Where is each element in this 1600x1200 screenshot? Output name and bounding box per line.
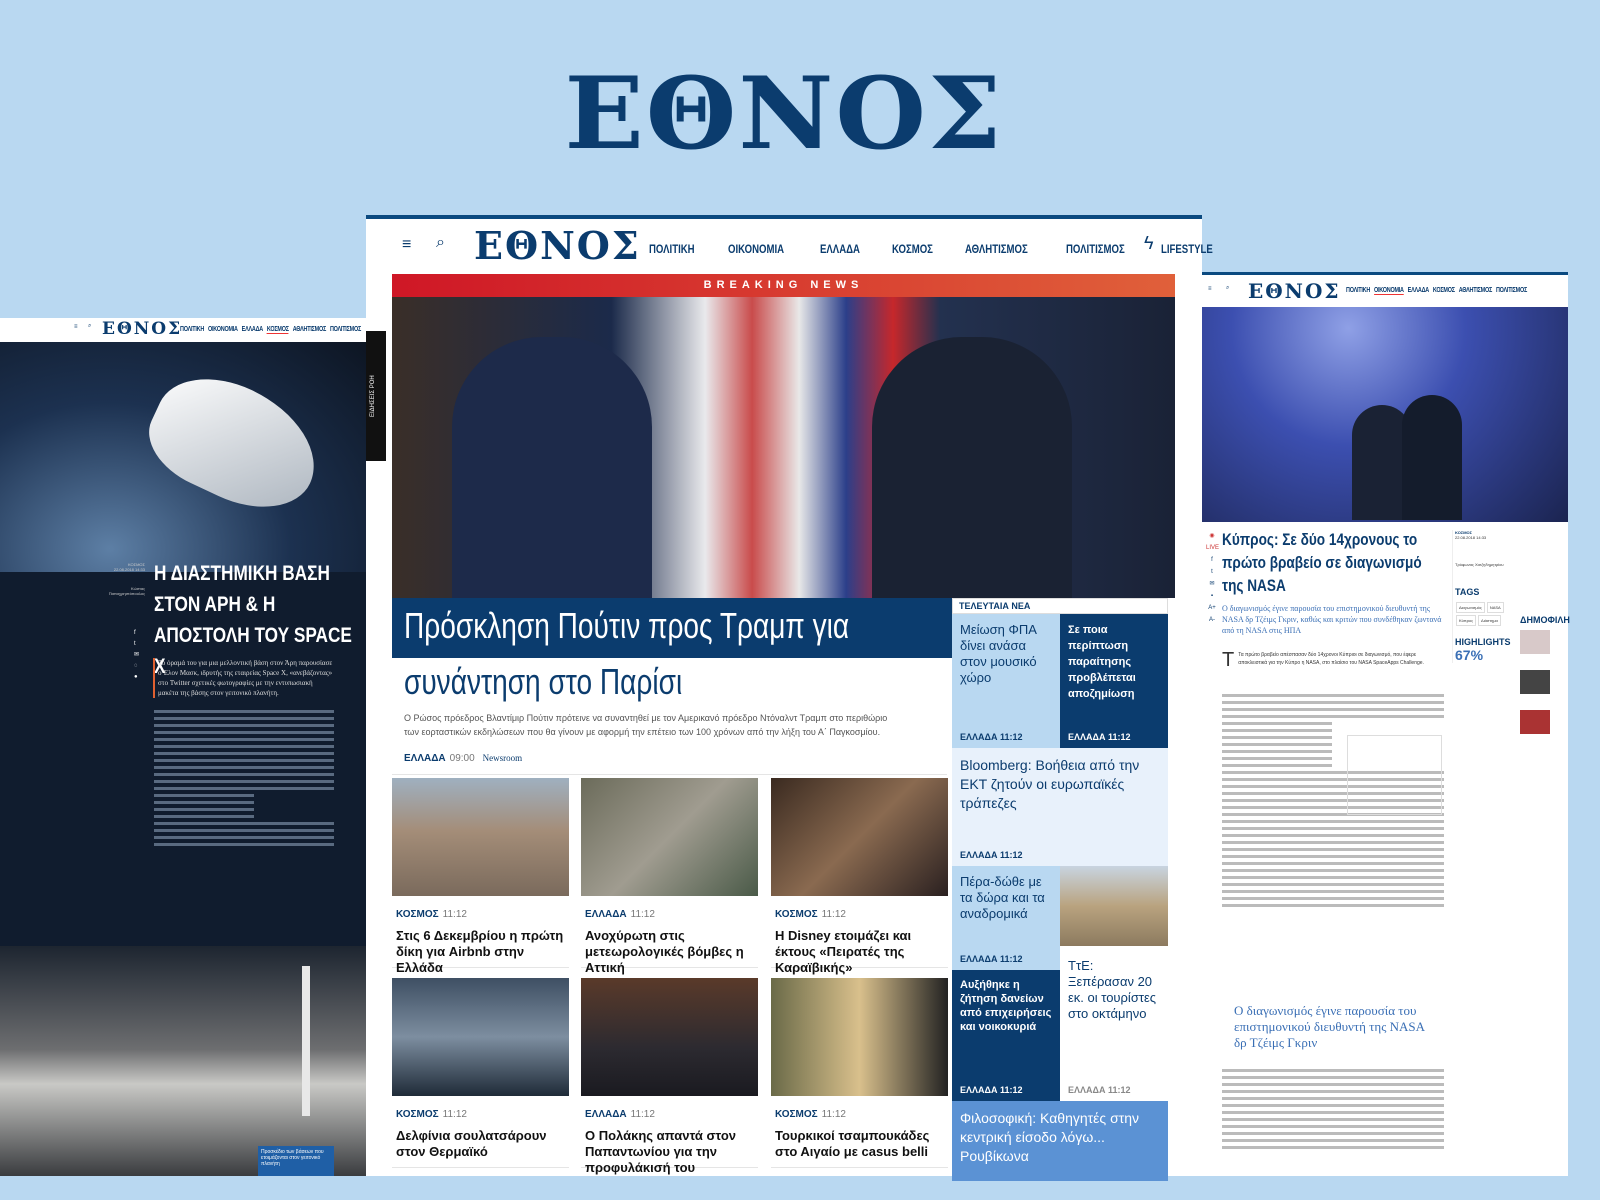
latest-item-category: ΕΛΛΑΔΑ (960, 954, 998, 964)
mail-icon[interactable]: ✉ (1209, 581, 1215, 587)
search-icon[interactable]: ⌕ (436, 234, 445, 251)
right-nav (1346, 287, 1527, 294)
twitter-icon[interactable]: t (1211, 569, 1213, 575)
right-nav-item[interactable]: ΠΟΛΙΤΙΚΗ (1346, 287, 1371, 294)
popular-label: ΔΗΜΟΦΙΛΗ (1520, 615, 1570, 625)
article-card[interactable] (771, 778, 948, 975)
article-title[interactable]: Τουρκικοί τσαμπουκάδες στο Αιγαίο με casus belli (775, 1128, 930, 1159)
latest-item-title: Φιλοσοφική: Καθηγητές στην κεντρική είσοδο λόγω... Ρουβίκωνα (960, 1110, 1140, 1164)
latest-item-category: ΕΛΛΑΔΑ (960, 732, 998, 742)
article-title[interactable]: Η Disney ετοιμάζει και έκτους «Πειρατές της Καραϊβικής» (775, 928, 912, 975)
article-photo[interactable] (581, 778, 758, 896)
tags-label: TAGS (1455, 587, 1480, 597)
right-nav-item[interactable]: ΑΘΛΗΤΙΣΜΟΣ (1458, 287, 1493, 294)
right-author: Τρύφωνας Χατζηδημητρίου (1455, 562, 1504, 567)
article-category[interactable]: ΚΟΣΜΟΣ (396, 1109, 439, 1120)
rocket-launch-photo (0, 946, 366, 1176)
left-author: Κώστας Παπαχρηστόπουλος (108, 586, 145, 596)
facebook-icon[interactable]: f (134, 630, 136, 636)
latest-item-category: ΕΛΛΑΔΑ (1068, 732, 1106, 742)
article-category[interactable]: ΚΟΣΜΟΣ (775, 1109, 818, 1120)
article-time: 11:12 (821, 909, 846, 920)
left-article-preview (0, 318, 366, 1176)
latest-item[interactable] (952, 1101, 1168, 1181)
nav-athlitismos[interactable]: ΑΘΛΗΤΙΣΜΟΣ (965, 242, 1029, 256)
menu-icon[interactable]: ≡ (74, 324, 78, 330)
nav-ellada[interactable]: ΕΛΛΑΔΑ (820, 242, 861, 256)
article-photo[interactable] (771, 978, 948, 1096)
nav-lifestyle[interactable]: LIFESTYLE (1161, 242, 1213, 256)
article-time: 11:12 (821, 1109, 846, 1120)
latest-news-header: ΤΕΛΕΥΤΑΙΑ ΝΕΑ (952, 598, 1168, 614)
main-nav (649, 240, 1213, 258)
latest-item-title: Μείωση ΦΠΑ δίνει ανάσα στον μουσικό χώρο (960, 622, 1037, 685)
left-date: 22.08.2018 14:33 (113, 567, 145, 572)
lightning-icon[interactable]: ϟ (1144, 233, 1154, 253)
article-title[interactable]: Δελφίνια σουλατσάρουν στον Θερμαϊκό (396, 1128, 547, 1159)
article-time: 11:12 (442, 909, 467, 920)
left-body-text (154, 706, 334, 850)
left-lead: Το όραμά του για μια μελλοντική βάση στον Άρη παρουσίασε ο Έλον Μασκ, ιδρυτής της εταιρείας Space X, «ανεβάζοντας» στο Twitter σχετικές φωτογραφίες με την εντυπωσιακή μακέτα της βάσης στον γειτονικό πλανήτη. (153, 658, 333, 698)
latest-item-category: ΕΛΛΑΔΑ (960, 850, 998, 860)
article-title[interactable]: Ανοχύρωτη στις μετεωρολογικές βόμβες η Αττική (585, 928, 744, 975)
popular-thumb[interactable] (1520, 630, 1550, 654)
menu-icon[interactable]: ≡ (402, 236, 412, 253)
hero-title-line1[interactable]: Πρόσκληση Πούτιν προς Τραμπ για (404, 605, 850, 646)
whatsapp-icon[interactable]: ◌ (134, 663, 138, 669)
article-time: 11:12 (442, 1109, 467, 1120)
latest-item[interactable] (952, 748, 1168, 866)
center-header (366, 219, 1213, 274)
latest-item-title: Πέρα-δώθε με τα δώρα και τα αναδρομικά (960, 874, 1045, 921)
tag[interactable]: NASA (1487, 602, 1504, 613)
article-time: 11:12 (630, 909, 655, 920)
brand-logo: ΕΘΝΟΣ (564, 55, 1004, 172)
news-feed-tab[interactable]: ΕΙΔΗΣΕΙΣ ΡΟΗ (366, 331, 386, 461)
right-article-preview (1202, 272, 1568, 1176)
font-decrease-icon[interactable]: A- (1209, 617, 1215, 623)
hero-author[interactable]: Newsroom (482, 753, 523, 763)
tag[interactable]: Διαγωνισμός (1456, 602, 1485, 613)
right-pull-quote: Ο διαγωνισμός έγινε παρουσία του επιστημονικού διευθυντή της NASA δρ Τζέιμς Γκριν (1234, 1003, 1425, 1050)
drop-cap: Τ (1222, 649, 1235, 671)
left-article-title: Η ΔΙΑΣΤΗΜΙΚΗ ΒΑΣΗ ΣΤΟΝ ΑΡΗ & Η ΑΠΟΣΤΟΛΗ ΤΟΥ SPACE X (154, 562, 352, 678)
article-title[interactable]: Ο Πολάκης απαντά στον Παπαντωνίου για την προφυλάκισή του (585, 1128, 737, 1175)
right-nav-item[interactable]: ΚΟΣΜΟΣ (1432, 287, 1455, 294)
latest-item-title: Σε ποια περίπτωση παραίτησης προβλέπεται αποζημίωση (1068, 624, 1136, 700)
font-increase-icon[interactable]: A+ (1208, 605, 1216, 611)
article-category[interactable]: ΕΛΛΑΔΑ (585, 1109, 627, 1120)
article-category[interactable]: ΚΟΣΜΟΣ (396, 909, 439, 920)
messenger-icon[interactable]: ● (134, 674, 138, 680)
article-title[interactable]: Στις 6 Δεκεμβρίου η πρώτη δίκη για Airbnb στην Ελλάδα (396, 928, 564, 975)
right-nav-item[interactable]: ΠΟΛΙΤΙΣΜΟΣ (1495, 287, 1528, 294)
left-header (0, 318, 366, 342)
latest-item[interactable] (1060, 946, 1168, 1101)
latest-item-time: 11:12 (1000, 732, 1023, 742)
breaking-news-bar[interactable]: BREAKING NEWS (392, 274, 1175, 297)
latest-item[interactable] (1060, 614, 1168, 748)
tag[interactable]: Κύπρος (1456, 615, 1476, 626)
popular-thumb[interactable] (1520, 710, 1550, 734)
left-logo: ΕΘΝΟΣ (102, 319, 183, 339)
left-category: ΚΟΣΜΟΣ (127, 562, 145, 567)
comment-icon[interactable]: ▪ (1210, 593, 1214, 599)
latest-item-category: ΕΛΛΑΔΑ (960, 1085, 998, 1095)
hero-summary: Ο Ρώσος πρόεδρος Βλαντίμιρ Πούτιν πρότεινε να συναντηθεί με τον Αμερικανό πρόεδρο Ντόναλντ Τραμπ στο περιθώριο των εορταστικών εκδηλώσεων που θα γίνουν με αφορμή την επέτειο των 100 χρόνων από την λήξη του Α΄ Παγκοσμίου. (404, 713, 888, 737)
right-meta (1452, 530, 1516, 663)
latest-item-time: 11:12 (1108, 732, 1131, 742)
left-nav (180, 326, 361, 333)
search-icon[interactable]: ⌕ (1226, 285, 1230, 291)
live-icon[interactable]: ◉ (1209, 533, 1215, 539)
right-nav-item[interactable]: ΕΛΛΑΔΑ (1407, 287, 1430, 294)
mail-icon[interactable]: ✉ (134, 652, 140, 658)
live-label: LIVE (1206, 545, 1220, 551)
latest-item[interactable] (952, 866, 1060, 970)
left-nav-item[interactable]: ΟΙΚΟΝΟΜΙΑ (207, 326, 238, 333)
hero-photo-putin-trump[interactable] (392, 297, 1175, 598)
left-nav-item[interactable]: ΠΟΛΙΤΙΚΗ (180, 326, 205, 333)
twitter-icon[interactable]: t (134, 641, 136, 647)
center-logo: ΕΘΝΟΣ (474, 223, 641, 268)
hero-time: 09:00 (449, 753, 475, 764)
nav-politismos[interactable]: ΠΟΛΙΤΙΣΜΟΣ (1065, 242, 1125, 256)
article-card[interactable] (581, 778, 758, 975)
highlight-value: 67% (1455, 647, 1484, 663)
left-photo-caption: Προσκέδιο των βάσεων που ετοιμάζονται στον γειτονικό πλανήτη (258, 1146, 334, 1176)
left-nav-item[interactable]: ΠΟΛΙΤΙΣΜΟΣ (329, 326, 362, 333)
facebook-icon[interactable]: f (1211, 557, 1213, 563)
article-photo[interactable] (392, 778, 569, 896)
right-date: 22.08.2018 14:33 (1455, 535, 1487, 540)
popular-thumb[interactable] (1520, 670, 1550, 694)
right-nav-item[interactable]: ΟΙΚΟΝΟΜΙΑ (1373, 287, 1404, 294)
spacex-capsule-photo (0, 342, 366, 572)
hero-title-line2[interactable]: συνάντηση στο Παρίσι (404, 661, 683, 702)
article-category[interactable]: ΚΟΣΜΟΣ (775, 909, 818, 920)
hero-category[interactable]: ΕΛΛΑΔΑ (404, 753, 446, 764)
right-lead: Ο διαγωνισμός έγινε παρουσία του επιστημονικού διευθυντή της NASA δρ Τζέιμς Γκριν, καθώς και κριτών που συνδέθηκαν ζωντανά από τη NASA στις ΗΠΑ (1222, 604, 1442, 635)
nav-oikonomia[interactable]: ΟΙΚΟΝΟΜΙΑ (728, 242, 785, 256)
hero-meta (404, 753, 522, 764)
side-tools (1206, 530, 1218, 626)
article-photo[interactable] (581, 978, 758, 1096)
right-article-title: Κύπρος: Σε δύο 14χρονους το πρώτο βραβείο σε διαγωνισμό της NASA (1222, 530, 1422, 595)
ad-placeholder (1347, 735, 1442, 815)
nav-politiki[interactable]: ΠΟΛΙΤΙΚΗ (649, 242, 695, 256)
right-category: ΚΟΣΜΟΣ (1455, 530, 1473, 535)
article-card[interactable] (581, 978, 758, 1175)
left-nav-item[interactable]: ΕΛΛΑΔΑ (241, 326, 264, 333)
article-card[interactable] (771, 978, 948, 1168)
right-body-text: Τα πρώτο βραβείο απέσπασαν δύο 14χρονοι Κύπριοι σε διαγωνισμό, που έφερε αποκλειστικά για την Κύπρο η NASA, στο πλαίσιο του NASA SpaceApps Challenge. (1238, 652, 1424, 666)
menu-icon[interactable]: ≡ (1208, 286, 1212, 292)
nav-kosmos[interactable]: ΚΟΣΜΟΣ (892, 242, 934, 256)
latest-item[interactable] (952, 614, 1060, 748)
latest-item-title: ΤτΕ: Ξεπέρασαν 20 εκ. οι τουρίστες στο οκτάμηνο (1068, 958, 1157, 1021)
latest-item-title: Bloomberg: Βοήθεια από την ΕΚΤ ζητούν οι ευρωπαϊκές τράπεζες (960, 757, 1140, 811)
right-header (1202, 275, 1568, 307)
tag[interactable]: Διάστημα (1478, 615, 1501, 626)
article-time: 11:12 (630, 1109, 655, 1120)
article-photo[interactable] (771, 778, 948, 896)
right-body (1222, 651, 1444, 669)
nasa-photo (1202, 307, 1568, 522)
latest-item[interactable] (952, 970, 1060, 1101)
article-card[interactable] (392, 978, 569, 1168)
right-logo: ΕΘΝΟΣ (1248, 279, 1341, 303)
article-card[interactable] (392, 778, 569, 975)
left-nav-item[interactable]: ΚΟΣΜΟΣ (266, 326, 289, 333)
highlights-label: HIGHLIGHTS (1455, 637, 1511, 647)
latest-item-time: 11:12 (1108, 1085, 1131, 1095)
latest-item-time: 11:12 (1000, 954, 1023, 964)
latest-item-category: ΕΛΛΑΔΑ (1068, 1085, 1106, 1095)
search-icon[interactable]: ⌕ (88, 323, 92, 329)
article-category[interactable]: ΕΛΛΑΔΑ (585, 909, 627, 920)
share-icons (134, 628, 139, 683)
acropolis-photo[interactable] (1060, 866, 1168, 946)
article-photo[interactable] (392, 978, 569, 1096)
latest-item-time: 11:12 (1000, 850, 1023, 860)
latest-item-time: 11:12 (1000, 1085, 1023, 1095)
left-nav-item[interactable]: ΑΘΛΗΤΙΣΜΟΣ (292, 326, 327, 333)
right-body-lines-2 (1222, 1065, 1444, 1153)
latest-item-title: Αυξήθηκε η ζήτηση δανείων από επιχειρήσεις και νοικοκυριά (960, 979, 1052, 1033)
